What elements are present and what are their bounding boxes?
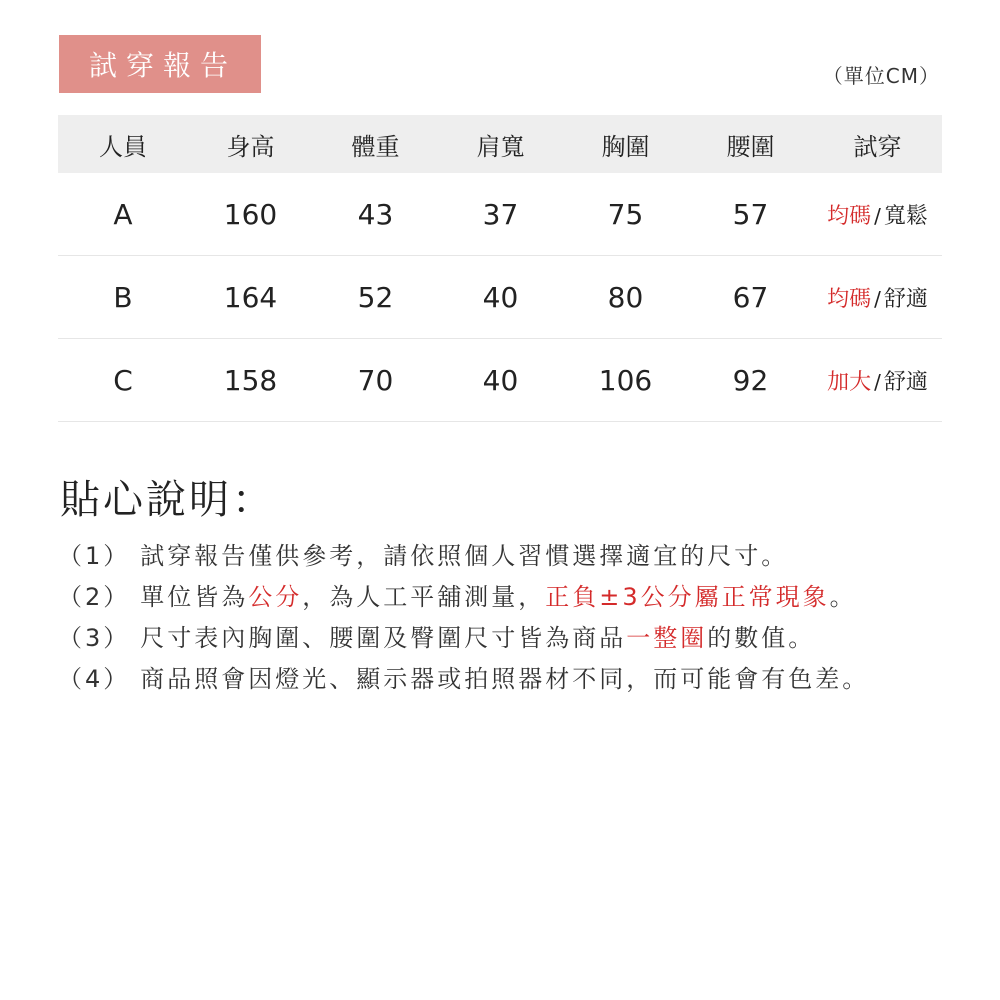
note-number: （4） <box>58 665 131 693</box>
cell-person: B <box>58 256 188 339</box>
size-table <box>58 115 942 422</box>
table-row <box>58 173 942 256</box>
note-highlight: 正負±3公分屬正常現象 <box>545 583 830 611</box>
cell-chest: 80 <box>563 256 688 339</box>
cell-height: 158 <box>188 339 313 422</box>
note-number: （3） <box>58 624 131 652</box>
cell-weight: 70 <box>313 339 438 422</box>
unit-note: （單位CM） <box>822 64 940 88</box>
fit-size: 加大 <box>827 369 872 395</box>
note-number: （1） <box>58 542 131 570</box>
cell-fit <box>813 173 942 256</box>
cell-chest: 75 <box>563 173 688 256</box>
header-chest: 胸圍 <box>563 115 688 173</box>
header-weight: 體重 <box>313 115 438 173</box>
note-text: 商品照會因燈光、顯示器或拍照器材不同，而可能會有色差。 <box>140 665 870 693</box>
table-row <box>58 256 942 339</box>
header-waist: 腰圍 <box>688 115 813 173</box>
fit-size: 均碼 <box>827 286 872 312</box>
note-text: 試穿報告僅供參考，請依照個人習慣選擇適宜的尺寸。 <box>140 542 789 570</box>
fit-separator: / <box>874 203 881 228</box>
cell-weight: 43 <box>313 173 438 256</box>
note-highlight: 一整圈 <box>626 624 708 652</box>
report-title: 試穿報告 <box>59 35 261 93</box>
cell-fit <box>813 339 942 422</box>
header-fit: 試穿 <box>813 115 942 173</box>
note-number: （2） <box>58 583 131 611</box>
fit-separator: / <box>874 286 881 311</box>
note-text: 尺寸表內胸圍、腰圍及臀圍尺寸皆為商品 <box>140 624 627 652</box>
cell-waist: 92 <box>688 339 813 422</box>
fit-feel: 舒適 <box>883 369 928 395</box>
header-height: 身高 <box>188 115 313 173</box>
cell-weight: 52 <box>313 256 438 339</box>
note-text: ，為人工平舖測量， <box>302 583 546 611</box>
cell-shoulder: 40 <box>438 339 563 422</box>
cell-shoulder: 40 <box>438 256 563 339</box>
cell-fit <box>813 256 942 339</box>
header-person: 人員 <box>58 115 188 173</box>
table-header-row <box>58 115 942 173</box>
note-text: 。 <box>829 583 857 611</box>
note-text: 單位皆為 <box>140 583 249 611</box>
fit-feel: 舒適 <box>883 286 928 312</box>
fit-feel: 寬鬆 <box>883 203 928 229</box>
notes-heading: 貼心說明： <box>60 477 275 523</box>
cell-waist: 67 <box>688 256 813 339</box>
fit-size: 均碼 <box>827 203 872 229</box>
note-item <box>58 659 869 700</box>
note-highlight: 公分 <box>248 583 303 611</box>
header-shoulder: 肩寬 <box>438 115 563 173</box>
table-row <box>58 339 942 422</box>
note-text: 的數值。 <box>707 624 816 652</box>
fit-separator: / <box>874 369 881 394</box>
cell-person: C <box>58 339 188 422</box>
notes-list <box>58 536 869 700</box>
note-item <box>58 536 869 577</box>
cell-waist: 57 <box>688 173 813 256</box>
cell-shoulder: 37 <box>438 173 563 256</box>
cell-height: 160 <box>188 173 313 256</box>
cell-person: A <box>58 173 188 256</box>
cell-chest: 106 <box>563 339 688 422</box>
note-item <box>58 577 869 618</box>
note-item <box>58 618 869 659</box>
cell-height: 164 <box>188 256 313 339</box>
